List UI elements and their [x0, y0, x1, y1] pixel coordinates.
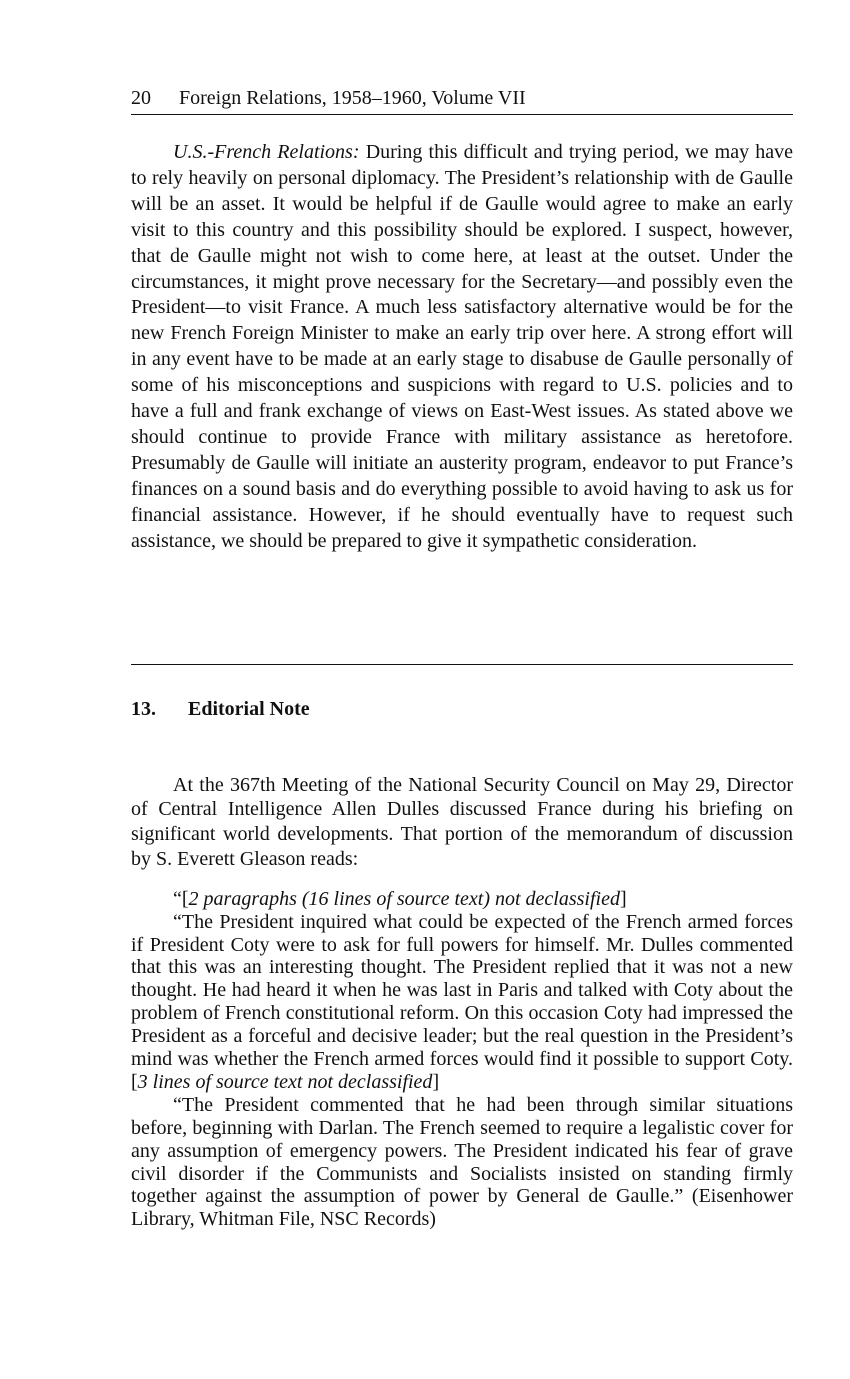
redaction-note-2: 3 lines of source text not declassified	[137, 1070, 433, 1093]
quote-open: “[	[173, 887, 189, 910]
document-heading	[131, 696, 793, 722]
section-body: During this difficult and trying period, we may have to rely heavily on personal diplomacy. The President’s relationship with de Gaulle will be an asset. It would be helpful if de Gaulle would agree to make an early visit to this country and this possibility should be explored. I suspect, however, that de Gaulle might not wish to come here, at least at the outset. Under the circumstances, it might prove necessary for the Secretary—and possibly even the President—to visit France. A much less satisfactory alternative would be for the new French Foreign Minister to make an early trip over here. A strong effort will in any event have to be made at an early stage to disabuse de Gaulle personally of some of his misconceptions and suspicions with regard to U.S. policies and to have a full and frank exchange of views on East-West issues. As stated above we should continue to provide France with military assistance as heretofore. Presumably de Gaulle will initiate an austerity program, endeavor to put France’s finances on a sound basis and do everything possible to avoid having to ask us for financial assistance. However, if he should eventually have to request such assistance, we should be prepared to give it sympathetic consideration.	[131, 141, 794, 552]
volume-title: Foreign Relations, 1958–1960, Volume VII	[179, 87, 526, 109]
quote-2-text: “The President inquired what could be expected of the French armed forces if President Coty were to ask for full powers for himself. Mr. Dulles commented that this was an interesting thought. The President replied that it was not a new thought. He had heard it when he was last in Paris and talked with Coty about the problem of French constitutional reform. On this occasion Coty had impressed the President as a forceful and decisive leader; but the real question in the President’s mind was whether the French armed forces would find it possible to support Coty. [	[131, 910, 793, 1093]
us-french-relations-paragraph	[131, 140, 793, 555]
quote-paragraph-2	[131, 911, 793, 1094]
document-page	[131, 84, 793, 1231]
running-header	[131, 84, 793, 115]
quote-paragraph-1	[131, 888, 793, 911]
redaction-note-1: 2 paragraphs (16 lines of source text) not declassified	[188, 887, 620, 910]
intro-paragraph: At the 367th Meeting of the National Security Council on May 29, Director of Central Intelligence Allen Dulles discussed France during his briefing on significant world developments. That portion of the memorandum of discussion by S. Everett Gleason reads:	[131, 773, 793, 870]
document-title: Editorial Note	[188, 697, 310, 720]
section-lead: U.S.-French Relations:	[173, 141, 360, 163]
page-number: 20	[131, 87, 151, 109]
document-number: 13.	[131, 697, 156, 720]
section-divider	[131, 664, 793, 665]
quote-paragraph-3: “The President commented that he had been through similar situations before, beginning with Darlan. The French seemed to require a legalistic cover for any assumption of emergency powers. The President indicated his fear of grave civil disorder if the Communists and Socialists insisted on standing firmly together against the assumption of power by General de Gaulle.” (Eisenhower Library, Whitman File, NSC Records)	[131, 1093, 793, 1231]
bracket-close: ]	[619, 887, 627, 910]
bracket-close: ]	[432, 1070, 440, 1093]
quoted-memorandum	[131, 888, 793, 1232]
